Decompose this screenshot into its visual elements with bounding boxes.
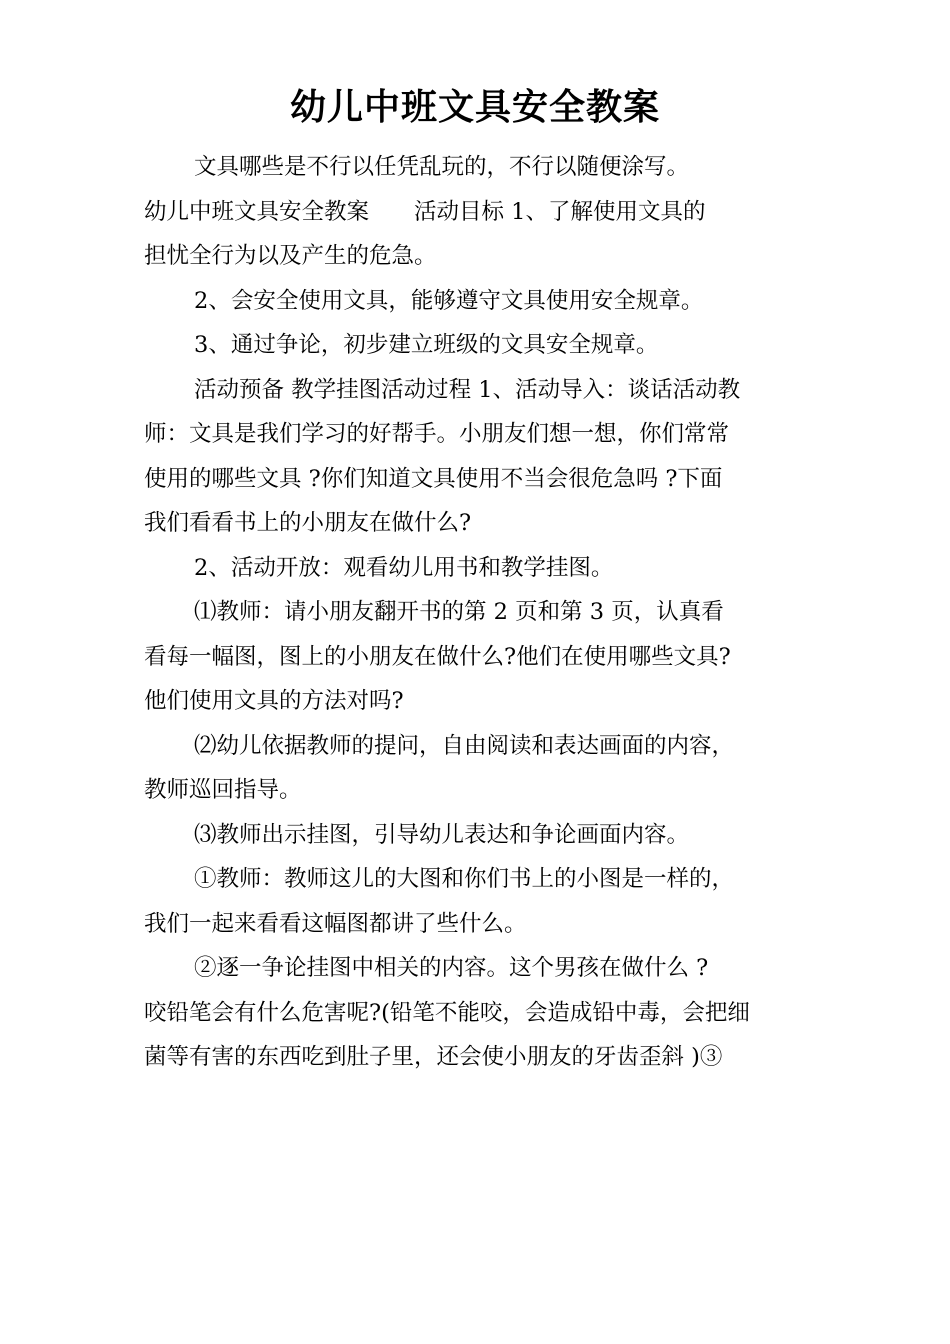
paragraph-line: 幼儿中班文具安全教案 活动目标 1、了解使用文具的	[144, 198, 706, 225]
paragraph-line: 文具哪些是不行以任凭乱玩的，不行以随便涂写。	[194, 154, 690, 180]
paragraph-line: 3、通过争论，初步建立班级的文具安全规章。	[194, 332, 659, 358]
paragraph-line: 菌等有害的东西吃到肚子里，还会使小朋友的牙齿歪斜 )③	[144, 1044, 723, 1070]
paragraph-line: 2、活动开放：观看幼儿用书和教学挂图。	[194, 554, 614, 581]
document-body	[144, 145, 808, 1080]
paragraph-line: ⑴教师：请小朋友翻开书的第 2 页和第 3 页，认真看	[194, 599, 724, 625]
paragraph-line: 担忧全行为以及产生的危急。	[144, 243, 437, 269]
paragraph-line: ②逐一争论挂图中相关的内容。这个男孩在做什么 ?	[194, 955, 709, 981]
paragraph-line: ①教师：教师这儿的大图和你们书上的小图是一样的，	[194, 866, 735, 892]
paragraph-line: ⑶教师出示挂图，引导幼儿表达和争论画面内容。	[194, 821, 690, 848]
paragraph-line: 使用的哪些文具 ?你们知道文具使用不当会很危急吗 ?下面	[144, 465, 723, 492]
paragraph-line: ⑵幼儿依据教师的提问，自由阅读和表达画面的内容，	[194, 732, 735, 759]
paragraph-line: 师：文具是我们学习的好帮手。小朋友们想一想，你们常常	[144, 421, 730, 447]
paragraph-line: 咬铅笔会有什么危害呢?(铅笔不能咬，会造成铅中毒，会把细	[144, 999, 750, 1026]
paragraph-line: 活动预备 教学挂图活动过程 1、活动导入：谈话活动教	[194, 376, 741, 403]
document-title: 幼儿中班文具安全教案	[289, 86, 660, 128]
paragraph-line: 他们使用文具的方法对吗?	[144, 688, 404, 714]
paragraph-line: 2、会安全使用文具，能够遵守文具使用安全规章。	[194, 287, 704, 314]
paragraph-line: 我们看看书上的小朋友在做什么?	[144, 510, 472, 536]
paragraph-line: 教师巡回指导。	[144, 777, 302, 803]
paragraph-line: 看每一幅图，图上的小朋友在做什么?他们在使用哪些文具?	[144, 643, 731, 670]
paragraph-line: 我们一起来看看这幅图都讲了些什么。	[144, 910, 527, 937]
